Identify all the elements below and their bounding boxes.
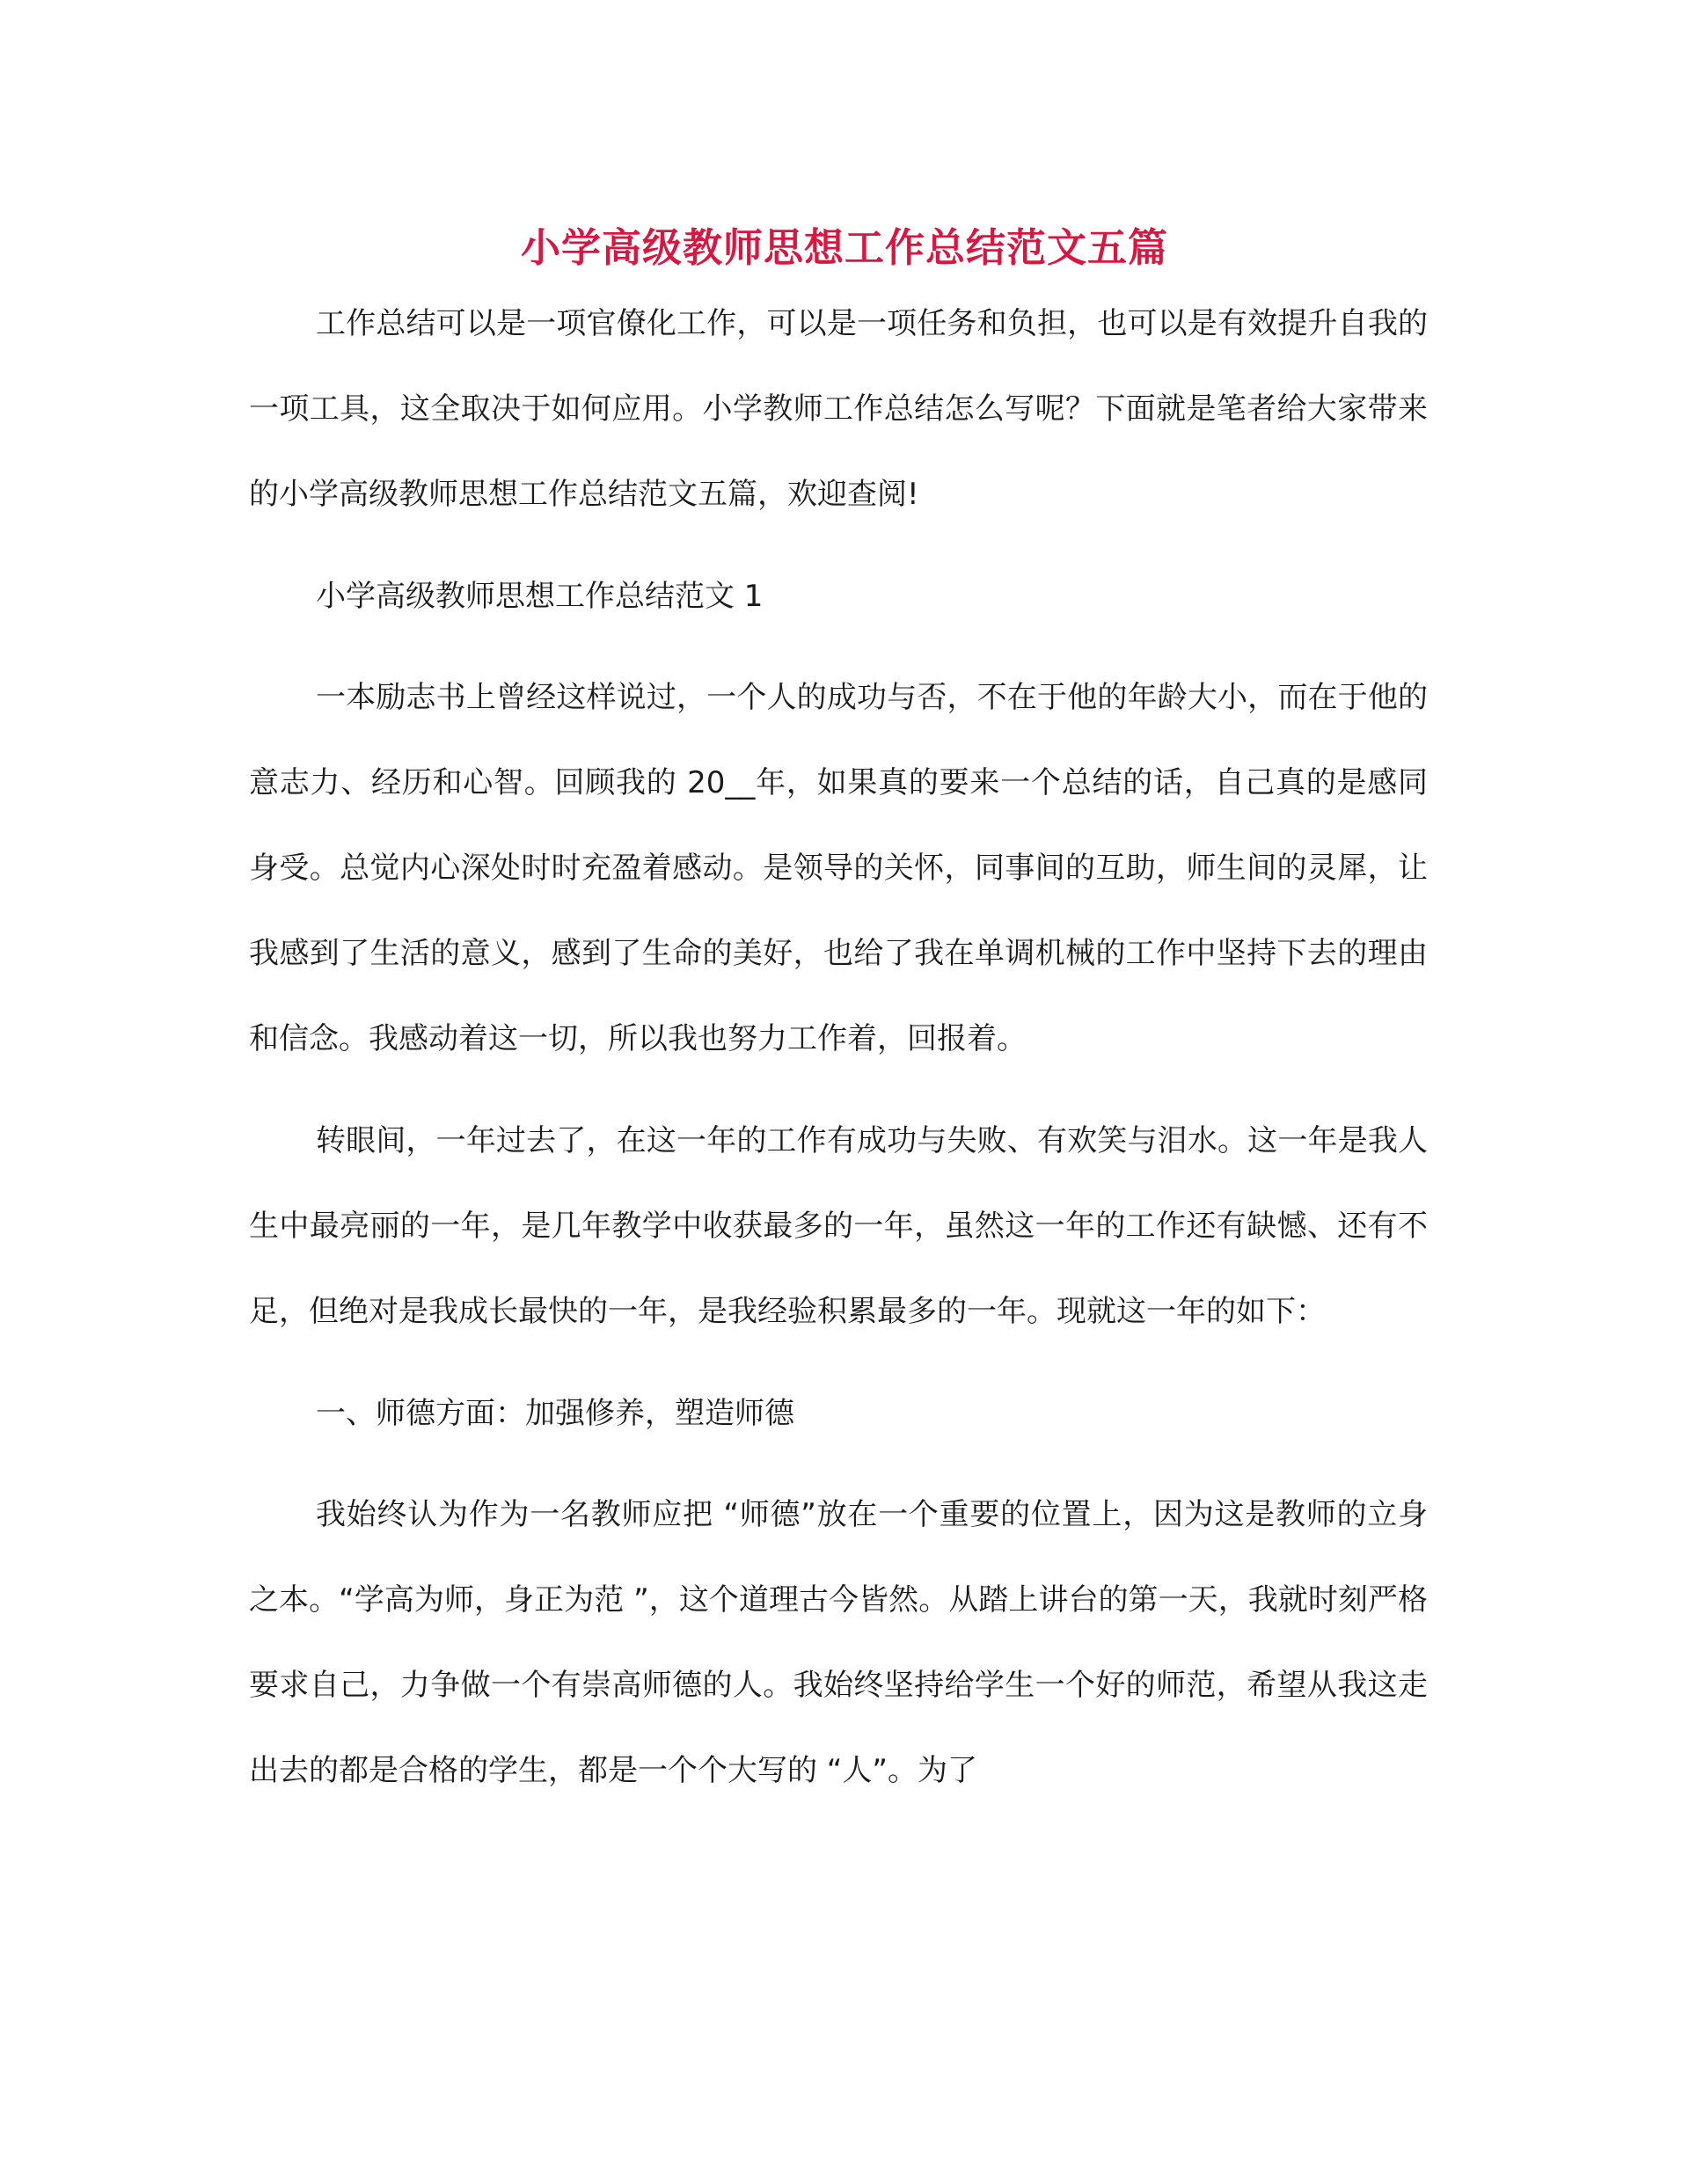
section-heading-essay-1: 小学高级教师思想工作总结范文 1 (316, 579, 764, 614)
intro-paragraph: 工作总结可以是一项官僚化工作，可以是一项任务和负担，也可以是有效提升自我的一项工具，这全取决于如何应用。小学教师工作总结怎么写呢？下面就是笔者给大家带来的小学高级教师思想工作总结范文五篇，欢迎查阅! (249, 306, 1428, 512)
body-paragraph: 一本励志书上曾经这样说过，一个人的成功与否，不在于他的年龄大小，而在于他的意志力、经历和心智。回顾我的 20__年，如果真的要来一个总结的话，自己真的是感同身受。总觉内心深处时时充盈着感动。是领导的关怀，同事间的互助，师生间的灵犀，让我感到了生活的意义，感到了生命的美好，也给了我在单调机械的工作中坚持下去的理由和信念。我感动着这一切，所以我也努力工作着，回报着。 (249, 680, 1428, 1056)
body-paragraph: 转眼间，一年过去了，在这一年的工作有成功与失败、有欢笑与泪水。这一年是我人生中最亮丽的一年，是几年教学中收获最多的一年，虽然这一年的工作还有缺憾、还有不足，但绝对是我成长最快的一年，是我经验积累最多的一年。现就这一年的如下： (249, 1123, 1428, 1329)
document-body (249, 281, 1428, 1830)
document-title: 小学高级教师思想工作总结范文五篇 (520, 224, 1168, 272)
subsection-heading-ethics: 一、师德方面：加强修养，塑造师德 (316, 1396, 794, 1431)
body-paragraph: 我始终认为作为一名教师应把 “师德”放在一个重要的位置上，因为这是教师的立身之本。“学高为师，身正为范 ”，这个道理古今皆然。从踏上讲台的第一天，我就时刻严格要求自己，力争做一个有崇高师德的人。我始终坚持给学生一个好的师范，希望从我这走出去的都是合格的学生，都是一个个大写的 “人”。为了 (249, 1497, 1428, 1788)
